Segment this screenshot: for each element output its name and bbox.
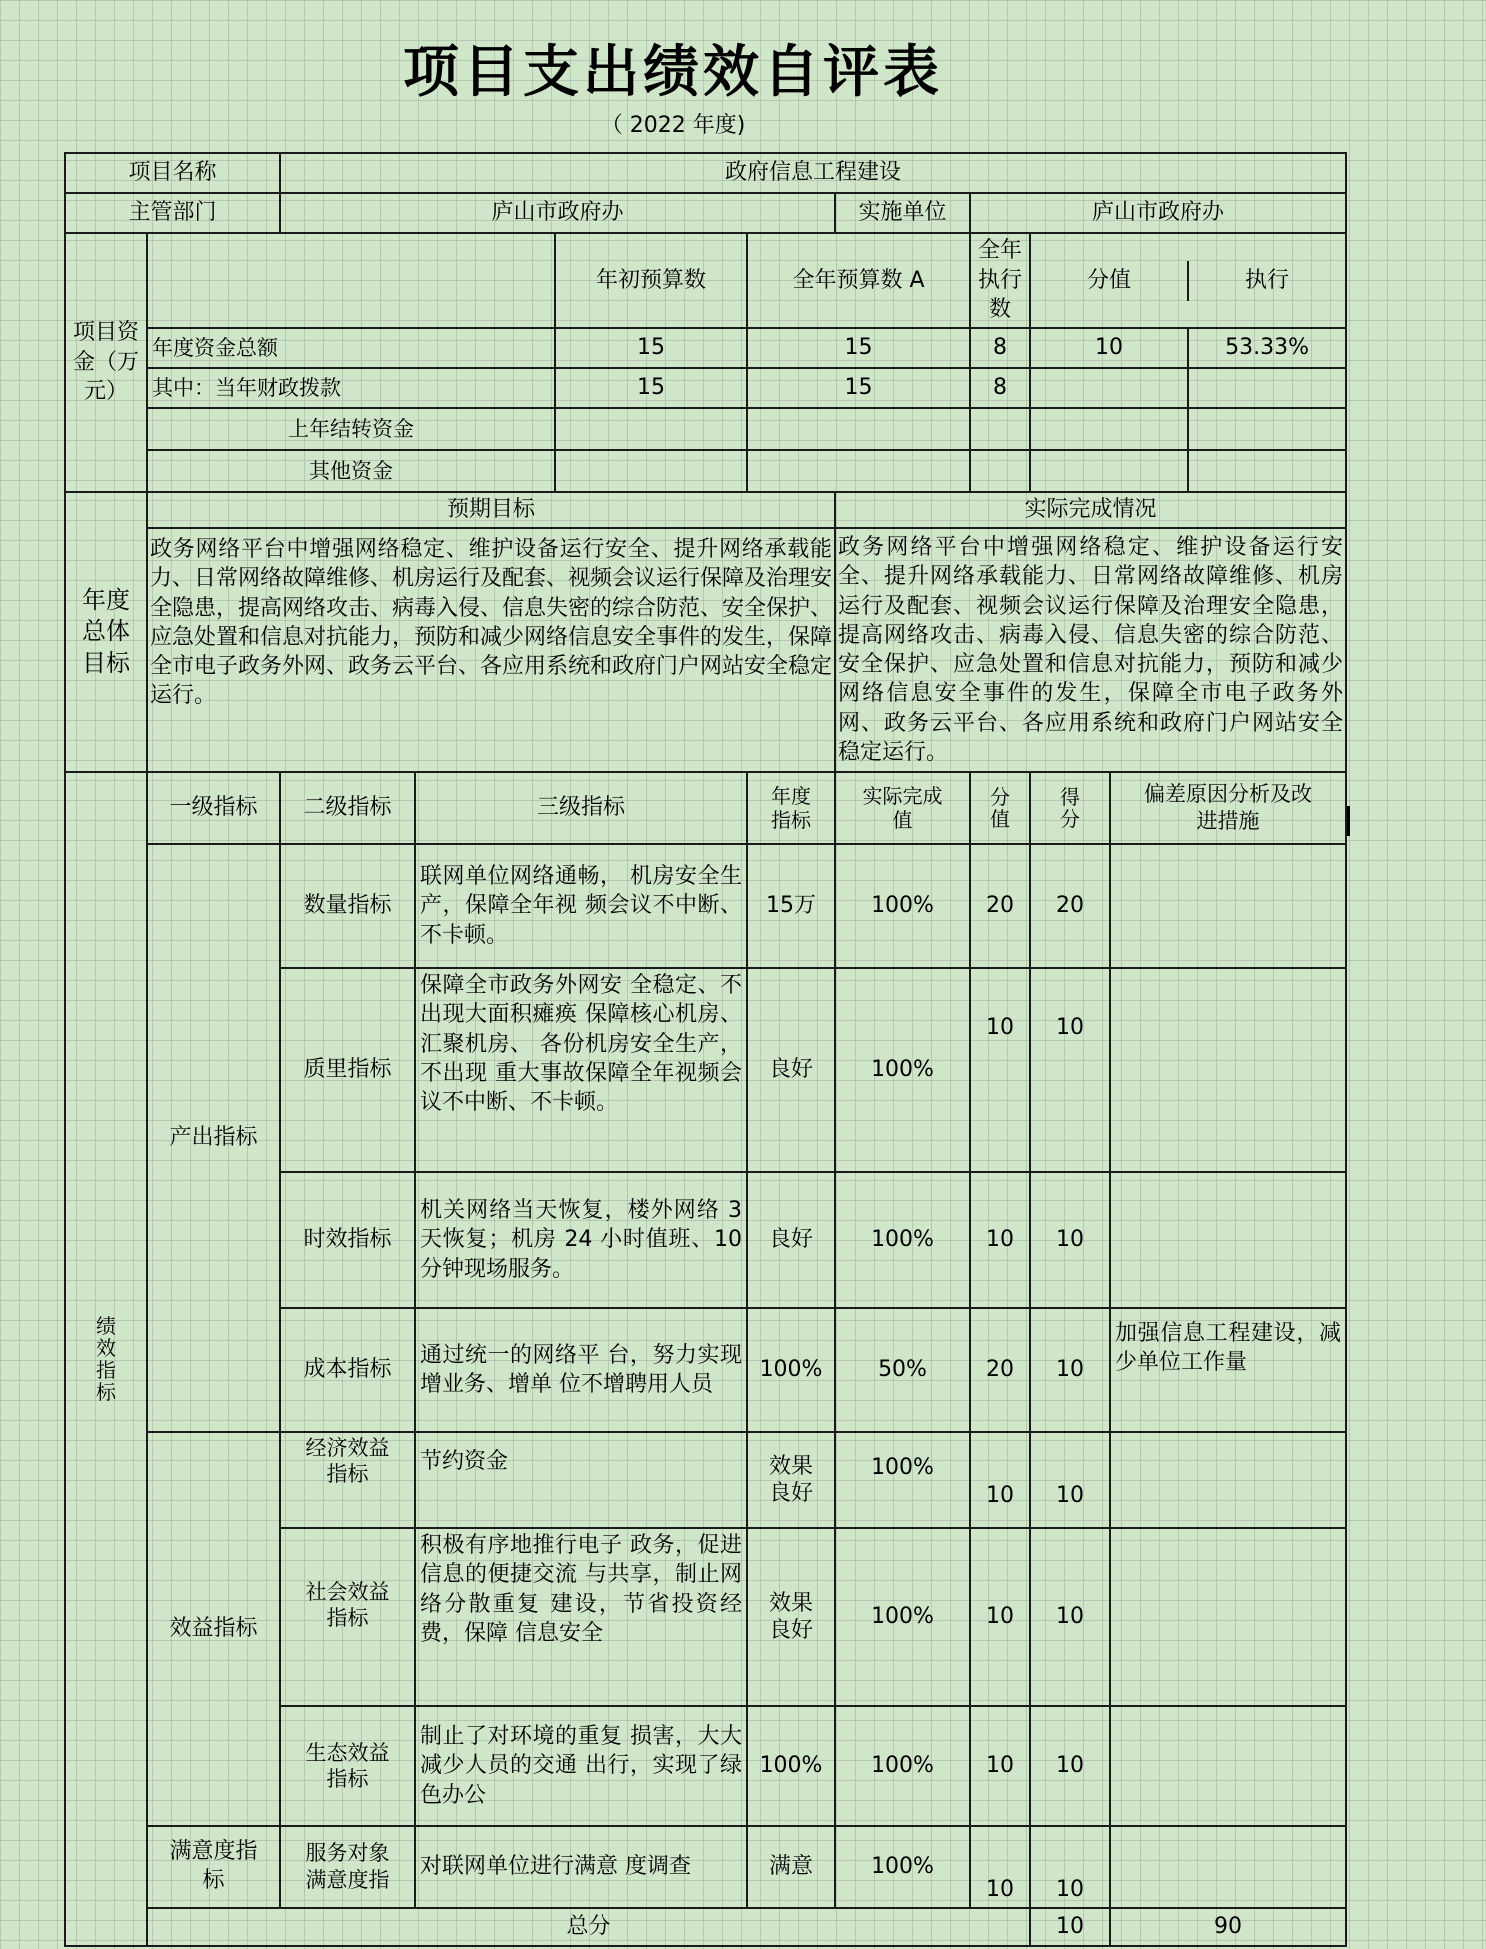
perf-score-value: 10	[970, 1826, 1030, 1908]
expected-goals-header: 预期目标	[147, 492, 835, 528]
perf-score: 10	[1030, 1308, 1110, 1432]
perf-actual: 50%	[835, 1308, 970, 1432]
funds-annual: 15	[747, 328, 970, 368]
perf-row	[65, 844, 1346, 968]
perf-actual: 100%	[835, 968, 970, 1172]
total-score: 90	[1110, 1908, 1346, 1946]
page-title: 项目支出绩效自评表	[403, 39, 943, 105]
perf-target: 100%	[747, 1706, 835, 1826]
perf-target: 效果良好	[769, 1590, 814, 1644]
perf-level3: 节约资金	[420, 1449, 509, 1475]
total-score-value: 10	[1030, 1908, 1110, 1946]
perf-score: 20	[1030, 844, 1110, 968]
impl-label: 实施单位	[835, 193, 970, 233]
perf-score-value: 10	[970, 1706, 1030, 1826]
funds-label: 项目资金（万元）	[65, 233, 147, 492]
funds-initial	[555, 450, 747, 492]
perf-level2: 质里指标	[280, 968, 415, 1172]
perf-level2: 社会效益指标	[305, 1580, 390, 1631]
perf-deviation	[1110, 1432, 1346, 1528]
perf-actual: 100%	[835, 844, 970, 968]
funds-score-value: 10	[1031, 329, 1189, 367]
funds-row-label: 年度资金总额	[147, 328, 555, 368]
perf-level2: 生态效益指标	[305, 1740, 390, 1792]
level3-header: 三级指标	[415, 772, 747, 844]
expected-goals-text: 政务网络平台中增强网络稳定、维护设备运行安全、提升网络承载能力、日常网络故障维修、机房运行及配套、视频会议运行保障及治理安全隐患，提高网络攻击、病毒入侵、信息失密的综合防范、安全保护、应急处置和信息对抗能力，预防和减少网络信息安全事件的发生，保障全市电子政务外网、政务云平台、各应用系统和政府门户网站安全稳定运行。	[150, 537, 833, 709]
perf-target: 15万	[747, 844, 835, 968]
perf-score: 10	[1030, 968, 1110, 1172]
funds-executed	[970, 450, 1030, 492]
perf-score-value: 10	[970, 1528, 1030, 1706]
perf-score: 10	[1030, 1432, 1110, 1528]
perf-target: 良好	[747, 1172, 835, 1308]
perf-level3: 通过统一的网络平 台，努力实现增业务、增单 位不增聘用人员	[420, 1342, 743, 1398]
actual-value-header: 实际完成值	[862, 784, 943, 833]
dept-label: 主管部门	[65, 193, 280, 233]
funds-header-score-value: 分值	[1031, 261, 1189, 301]
perf-level2: 数量指标	[280, 844, 415, 968]
perf-level3: 保障全市政务外网安 全稳定、不出现大面积瘫痪 保障核心机房、汇聚机房、 各份机房安全生产，不出现 重大事故保障全年视频会议不中断、不卡顿。	[420, 973, 743, 1116]
perf-deviation: 加强信息工程建设，减少单位工作量	[1115, 1321, 1342, 1376]
perf-actual: 100%	[835, 1432, 970, 1528]
perf-level3: 机关网络当天恢复，楼外网络 3 天恢复；机房 24 小时值班、10 分钟现场服务。	[420, 1198, 743, 1282]
funds-header-rate: 执行	[1245, 267, 1290, 293]
funds-initial: 15	[555, 368, 747, 408]
funds-executed	[970, 408, 1030, 450]
perf-level3: 联网单位网络通畅， 机房安全生产，保障全年视 频会议不中断、不卡顿。	[420, 864, 743, 948]
funds-annual	[747, 408, 970, 450]
impl-value: 庐山市政府办	[970, 193, 1346, 233]
funds-header-executed: 全年执行数	[970, 233, 1030, 328]
level2-header: 二级指标	[280, 772, 415, 844]
perf-row	[65, 1826, 1346, 1908]
perf-deviation	[1110, 968, 1346, 1172]
perf-level3: 制止了对环境的重复 损害，大大减少人员的交通 出行，实现了绿色办公	[420, 1724, 743, 1808]
dept-value: 庐山市政府办	[280, 193, 835, 233]
actual-goals-header: 实际完成情况	[835, 492, 1346, 528]
self-evaluation-table	[64, 152, 1347, 1947]
perf-score-value: 10	[970, 1172, 1030, 1308]
perf-level2: 服务对象满意度指	[305, 1840, 390, 1893]
actual-goals-text: 政务网络平台中增强网络稳定、维护设备运行安全、提升网络承载能力、日常网络故障维修、机房运行及配套、视频会议运行保障及治理安全隐患，提高网络攻击、病毒入侵、信息失密的综合防范、安全保护、应急处置和信息对抗能力，预防和减少网络信息安全事件的发生，保障全市电子政务外网、政务云平台、各应用系统和政府门户网站安全稳定运行。	[838, 535, 1344, 765]
funds-header-initial: 年初预算数	[555, 233, 747, 328]
total-row	[65, 1908, 1346, 1946]
funds-rate: 53.33%	[1225, 335, 1309, 361]
perf-score-value: 10	[970, 968, 1030, 1172]
funds-row-label: 其他资金	[147, 450, 555, 492]
funds-executed: 8	[970, 328, 1030, 368]
perf-score-value: 10	[970, 1432, 1030, 1528]
perf-level3: 对联网单位进行满意 度调查	[420, 1854, 692, 1880]
perf-row	[65, 1432, 1346, 1528]
funds-row	[65, 408, 1346, 450]
score-value-header: 分值	[990, 785, 1011, 832]
project-name-label: 项目名称	[65, 153, 280, 193]
perf-score: 10	[1030, 1528, 1110, 1706]
perf-level2: 成本指标	[280, 1308, 415, 1432]
perf-deviation	[1110, 1826, 1346, 1908]
perf-deviation	[1110, 1528, 1346, 1706]
benefit-label: 效益指标	[147, 1432, 280, 1826]
funds-row-label: 其中：当年财政拨款	[147, 368, 555, 408]
perf-target: 满意	[747, 1826, 835, 1908]
funds-header-blank	[147, 233, 555, 328]
perf-actual: 100%	[835, 1528, 970, 1706]
perf-target: 100%	[747, 1308, 835, 1432]
perf-level3: 积极有序地推行电子 政务，促进信息的便捷交流 与共享，制止网络分散重复 建设，节省投资经费，保障 信息安全	[420, 1533, 743, 1646]
deviation-header: 偏差原因分析及改进措施	[1144, 781, 1313, 834]
perf-score: 10	[1030, 1706, 1110, 1826]
perf-label: 绩效指标	[96, 1314, 116, 1405]
project-name-value: 政府信息工程建设	[280, 153, 1346, 193]
funds-annual	[747, 450, 970, 492]
funds-header-annual: 全年预算数 A	[747, 233, 970, 328]
perf-score-value: 20	[970, 1308, 1030, 1432]
score-header: 得分	[1060, 785, 1081, 832]
funds-executed: 8	[970, 368, 1030, 408]
perf-actual: 100%	[835, 1172, 970, 1308]
funds-initial	[555, 408, 747, 450]
perf-score: 10	[1030, 1172, 1110, 1308]
funds-initial: 15	[555, 328, 747, 368]
level1-header: 一级指标	[147, 772, 280, 844]
perf-deviation	[1110, 1172, 1346, 1308]
perf-score-value: 20	[970, 844, 1030, 968]
text-cursor	[1347, 806, 1350, 836]
total-label: 总分	[147, 1908, 1030, 1946]
funds-row	[65, 368, 1346, 408]
perf-deviation	[1110, 1706, 1346, 1826]
perf-level2: 经济效益指标	[305, 1436, 390, 1487]
funds-row	[65, 450, 1346, 492]
perf-actual: 100%	[835, 1826, 970, 1908]
perf-actual: 100%	[835, 1706, 970, 1826]
funds-row-label: 上年结转资金	[147, 408, 555, 450]
perf-target: 良好	[747, 968, 835, 1172]
output-label: 产出指标	[147, 844, 280, 1432]
funds-row	[65, 328, 1346, 368]
perf-score: 10	[1030, 1826, 1110, 1908]
annual-target-header: 年度指标	[771, 784, 812, 833]
funds-annual: 15	[747, 368, 970, 408]
perf-level2: 时效指标	[280, 1172, 415, 1308]
satisfaction-label: 满意度指标	[169, 1839, 258, 1894]
perf-deviation	[1110, 844, 1346, 968]
goals-label: 年度总体目标	[82, 586, 130, 677]
perf-target: 效果良好	[769, 1453, 814, 1507]
year-label: （ 2022 年度)	[600, 113, 746, 138]
